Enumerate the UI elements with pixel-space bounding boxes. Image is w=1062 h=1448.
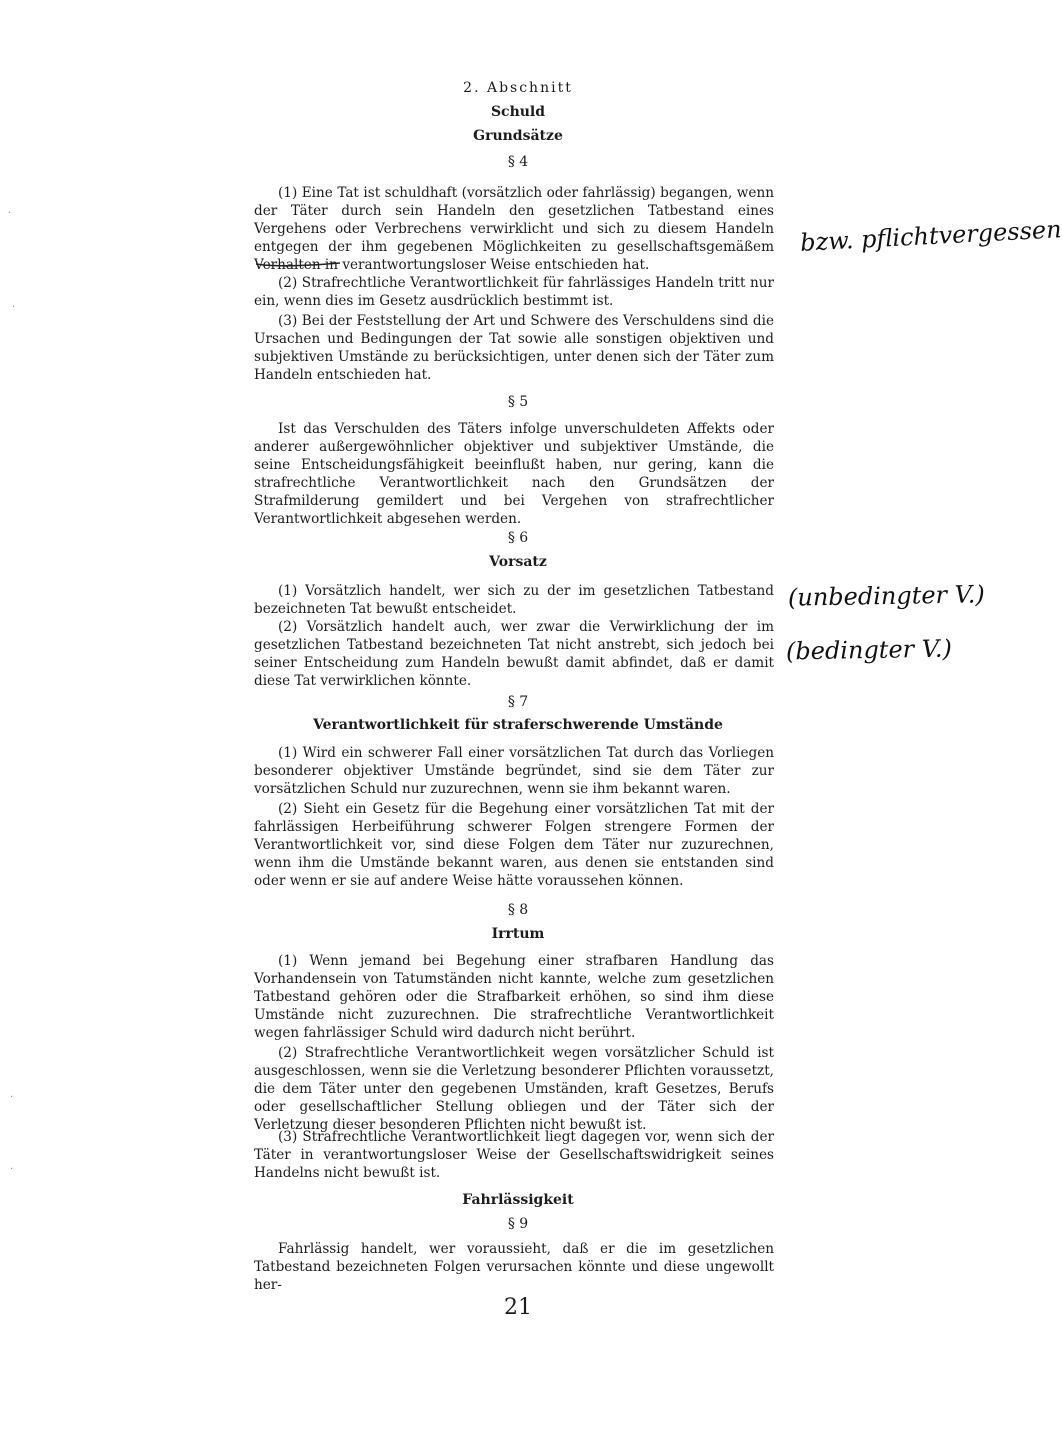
section-number-9: § 9 — [507, 1216, 529, 1232]
s8-paragraph-1: (1) Wenn jemand bei Begehung einer strafbaren Handlung das Vorhandensein von Tatumständen nicht kannte, welche zum gesetzlichen Tatbestand gehören oder die Strafbarkeit erhöhen, so sind ihm diese Umstände nicht zuzurechnen. Die strafrechtliche Verantwortlichkeit wegen fahrlässiger Schuld wird dadurch nicht berührt. — [254, 953, 774, 1041]
s9-paragraph-1: Fahrlässig handelt, wer voraussieht, daß er die im gesetzlichen Tatbestand bezeichneten Folgen verursachen könnte und diese ungewollt her- — [254, 1241, 774, 1293]
section-number-6: § 6 — [507, 530, 529, 546]
pencil-underline-mark — [254, 258, 344, 270]
s8-paragraph-2: (2) Strafrechtliche Verantwortlichkeit wegen vorsätzlicher Schuld ist ausgeschlossen, wenn sie die Verletzung besonderer Pflichten voraussetzt, die dem Täter unter den gegebenen Umständen, kraft Gesetzes, Berufs oder gesellschaftlicher Stellung obliegen und der Täter sich der Verletzung dieser besonderen Pflichten nicht bewußt ist. — [254, 1045, 774, 1133]
scan-speck: · — [12, 302, 16, 313]
s5-paragraph-1: Ist das Verschulden des Täters infolge unverschuldeten Affekts oder anderer außergewöhnlicher objektiver und subjektiver Umstände, die seine Entscheidungsfähigkeit beeinflußt haben, nur gering, kann die strafrechtliche Verantwortlichkeit nach den Grundsätzen der Strafmilderung gemildert und bei Vergehen von strafrechtlicher Verantwortlichkeit abgesehen werden. — [254, 421, 774, 527]
section-title-irrtum: Irrtum — [491, 926, 545, 942]
page-number: 21 — [504, 1295, 532, 1320]
part-heading: 2. Abschnitt — [463, 80, 573, 96]
scan-speck: · — [10, 1092, 14, 1103]
section-heading-fahrlaessigkeit: Fahrlässigkeit — [462, 1192, 574, 1208]
s4-paragraph-2: (2) Strafrechtliche Verantwortlichkeit für fahrlässiges Handeln tritt nur ein, wenn dies im Gesetz ausdrücklich bestimmt ist. — [254, 275, 774, 309]
chapter-heading: Schuld — [490, 104, 546, 120]
s6-paragraph-2: (2) Vorsätzlich handelt auch, wer zwar die Verwirklichung der im gesetzlichen Tatbestand bezeichneten Tat nicht anstrebt, sich jedoch bei seiner Entscheidung zum Handeln bewußt damit abfindet, daß er damit diese Tat verwirklichen könnte. — [254, 619, 774, 689]
section-heading: Grundsätze — [473, 128, 563, 144]
section-number-5: § 5 — [507, 394, 529, 410]
s7-paragraph-2: (2) Sieht ein Gesetz für die Begehung einer vorsätzlichen Tat mit der fahrlässigen Herbeiführung schwerer Folgen strengere Formen der Verantwortlichkeit vor, sind diese Folgen dem Täter nur zuzurechnen, wenn ihm die Umstände bekannt waren, aus denen sie entstanden sind oder wenn er sie auf andere Weise hätte voraussehen können. — [254, 801, 774, 889]
section-number-7: § 7 — [507, 694, 529, 710]
scan-speck: · — [10, 1164, 14, 1175]
section-number-8: § 8 — [507, 902, 529, 918]
handwritten-note-unbedingter-vorsatz: (unbedingter V.) — [787, 580, 986, 612]
section-title-verantwortlichkeit: Verantwortlichkeit für straferschwerende Umstände — [313, 717, 723, 733]
s4-paragraph-3: (3) Bei der Feststellung der Art und Schwere des Verschuldens sind die Ursachen und Bedingungen der Tat sowie alle sonstigen objektiven und subjektiven Umstände zu berücksichtigen, unter denen sich der Täter zum Handeln entschieden hat. — [254, 313, 774, 383]
handwritten-note-bedingter-vorsatz: (bedingter V.) — [785, 634, 953, 666]
s6-paragraph-1: (1) Vorsätzlich handelt, wer sich zu der im gesetzlichen Tatbestand bezeichneten Tat bewußt entscheidet. — [254, 583, 774, 617]
section-number-4: § 4 — [507, 154, 529, 170]
s7-paragraph-1: (1) Wird ein schwerer Fall einer vorsätzlichen Tat durch das Vorliegen besonderer objektiver Umstände begründet, sind sie dem Täter zur vorsätzlichen Schuld nur zuzurechnen, wenn sie ihm bekannt waren. — [254, 745, 774, 797]
s8-paragraph-3: (3) Strafrechtliche Verantwortlichkeit liegt dagegen vor, wenn sich der Täter in verantwortungsloser Weise der Gesellschaftswidrigkeit seines Handelns nicht bewußt ist. — [254, 1129, 774, 1181]
handwritten-note-pflichtvergessen: bzw. pflichtvergessen — [799, 215, 1062, 257]
scan-speck: · — [8, 208, 12, 219]
section-title-vorsatz: Vorsatz — [489, 554, 547, 570]
s4-paragraph-1: (1) Eine Tat ist schuldhaft (vorsätzlich oder fahrlässig) begangen, wenn der Täter durch sein Handeln den gesetzlichen Tatbestand eines Vergehens oder Verbrechens verwirklicht und sich zu diesem Handeln entgegen der ihm gegebenen Möglichkeiten zu gesellschaftsgemäßem Verhalten in verantwortungsloser Weise entschieden hat. — [254, 185, 774, 273]
